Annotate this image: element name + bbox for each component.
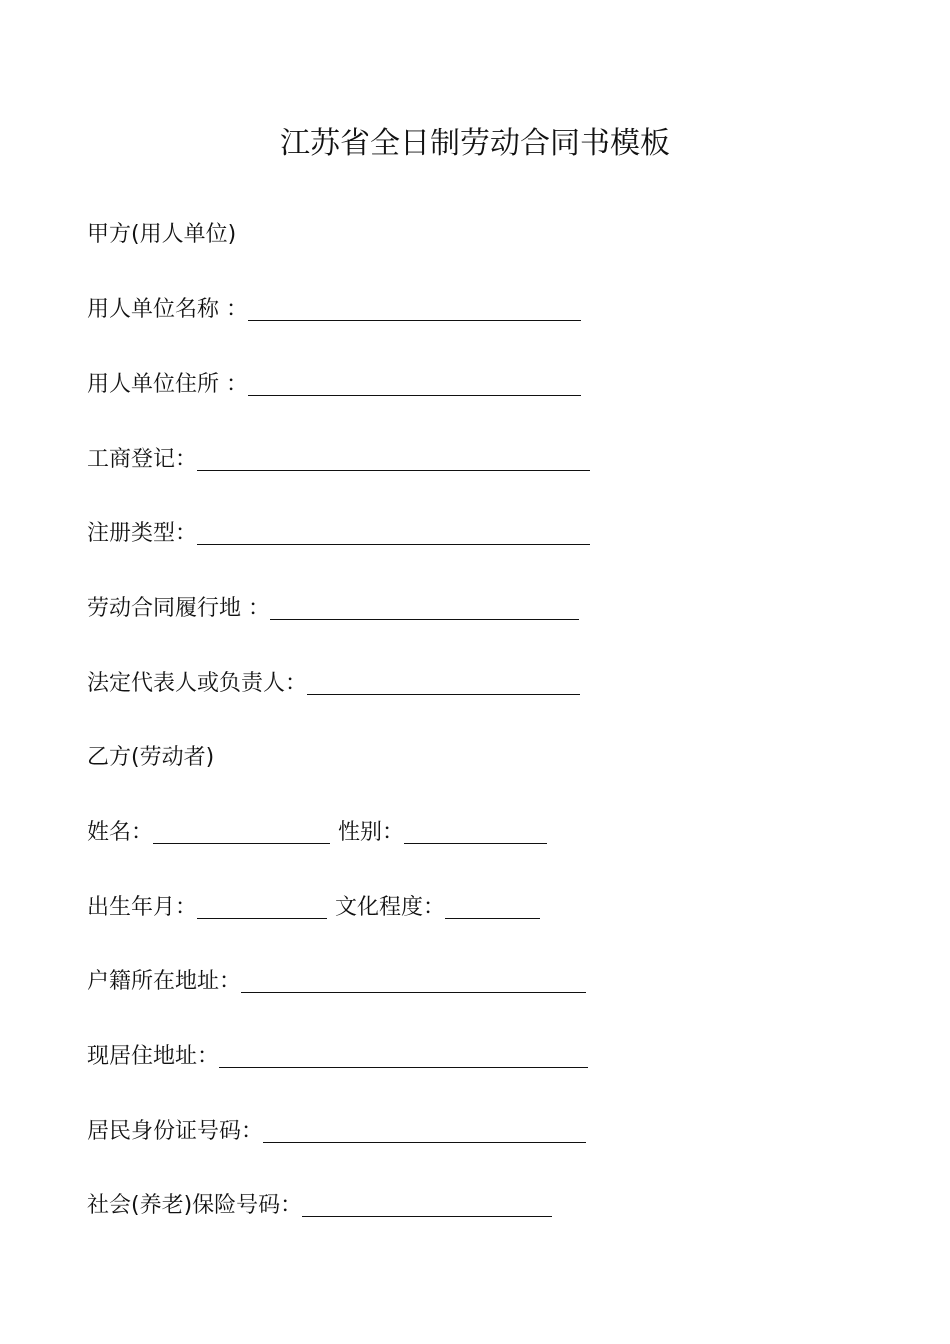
registration-type-blank[interactable]	[197, 522, 590, 545]
id-number-row	[87, 1117, 586, 1147]
birth-blank[interactable]	[197, 896, 327, 919]
party-b-heading-text: 乙方(劳动者)	[87, 745, 215, 770]
unit-name-blank[interactable]	[248, 298, 581, 321]
current-address-row	[87, 1042, 588, 1072]
legal-rep-label: 法定代表人或负责人：	[87, 671, 308, 696]
insurance-number-blank[interactable]	[302, 1194, 552, 1217]
birth-education-row	[87, 893, 540, 923]
unit-address-row	[87, 370, 581, 400]
name-gender-row	[87, 818, 547, 848]
legal-rep-blank[interactable]	[307, 672, 580, 695]
current-address-blank[interactable]	[219, 1045, 588, 1068]
education-blank[interactable]	[445, 896, 540, 919]
party-b-heading	[87, 743, 214, 773]
name-blank[interactable]	[153, 821, 330, 844]
party-a-heading	[87, 220, 236, 250]
registration-type-label: 注册类型：	[87, 521, 198, 546]
current-address-label: 现居住地址：	[87, 1044, 220, 1069]
unit-address-blank[interactable]	[248, 373, 581, 396]
party-a-heading-text: 甲方(用人单位)	[87, 222, 237, 247]
business-registration-row	[87, 445, 590, 475]
legal-rep-row	[87, 669, 580, 699]
contract-location-label: 劳动合同履行地 ：	[87, 596, 270, 621]
unit-name-row	[87, 295, 581, 325]
insurance-number-label: 社会(养老)保险号码：	[87, 1193, 303, 1218]
gender-blank[interactable]	[404, 821, 547, 844]
unit-name-label: 用人单位名称 ：	[87, 297, 248, 322]
document-title: 江苏省全日制劳动合同书模板	[280, 126, 670, 161]
household-address-row	[87, 967, 586, 997]
id-number-label: 居民身份证号码：	[87, 1119, 264, 1144]
education-label: 文化程度：	[335, 895, 446, 920]
id-number-blank[interactable]	[263, 1120, 586, 1143]
gender-label: 性别：	[338, 820, 405, 845]
name-label: 姓名：	[87, 820, 154, 845]
business-registration-blank[interactable]	[197, 448, 590, 471]
household-address-label: 户籍所在地址：	[87, 969, 242, 994]
insurance-number-row	[87, 1191, 552, 1221]
registration-type-row	[87, 519, 590, 549]
contract-location-blank[interactable]	[270, 597, 579, 620]
household-address-blank[interactable]	[241, 970, 586, 993]
business-registration-label: 工商登记：	[87, 447, 198, 472]
birth-label: 出生年月：	[87, 895, 198, 920]
contract-location-row	[87, 594, 579, 624]
unit-address-label: 用人单位住所 ：	[87, 372, 248, 397]
